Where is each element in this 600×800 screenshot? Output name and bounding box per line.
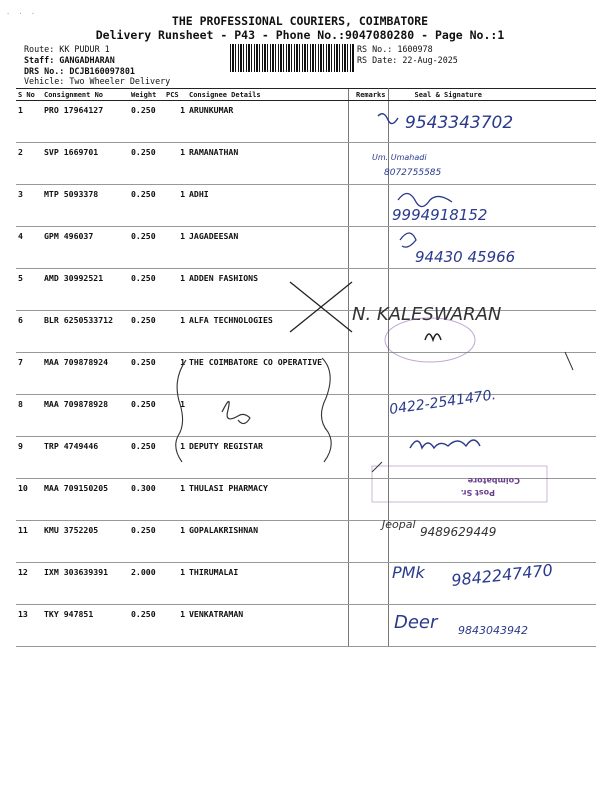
cell-consignment: KMU 3752205 xyxy=(42,521,129,563)
cell-sno: 5 xyxy=(16,269,42,311)
col-header-weight: Weight xyxy=(129,89,164,101)
row13-phone-handwritten: 9843043942 xyxy=(458,624,528,637)
cell-consignment: MAA 709878924 xyxy=(42,353,129,395)
table-row xyxy=(16,311,596,353)
table-row xyxy=(16,479,596,521)
row8-phone-handwritten: 0422-2541470. xyxy=(388,387,497,418)
cell-signature xyxy=(388,605,596,647)
cell-sno: 7 xyxy=(16,353,42,395)
runsheet-subtitle: Delivery Runsheet - P43 - Phone No.:9047080280 - Page No.:1 xyxy=(95,28,505,42)
col-header-remarks: Remarks xyxy=(348,89,388,101)
cell-consignee: RAMANATHAN xyxy=(187,143,348,185)
cell-consignment: TRP 4749446 xyxy=(42,437,129,479)
table-row xyxy=(16,353,596,395)
cell-pcs: 1 xyxy=(164,437,187,479)
cell-remarks xyxy=(348,395,388,437)
cell-consignment: SVP 1669701 xyxy=(42,143,129,185)
cell-sno: 8 xyxy=(16,395,42,437)
row12-phone-handwritten: 9842247470 xyxy=(450,560,554,590)
cell-weight: 0.250 xyxy=(129,353,164,395)
cell-sno: 2 xyxy=(16,143,42,185)
cell-consignment: BLR 6250533712 xyxy=(42,311,129,353)
cell-remarks xyxy=(348,311,388,353)
cell-remarks xyxy=(348,269,388,311)
cell-consignee xyxy=(187,395,348,437)
cell-pcs: 1 xyxy=(164,143,187,185)
cell-pcs: 1 xyxy=(164,605,187,647)
table-row xyxy=(16,563,596,605)
cell-weight: 0.250 xyxy=(129,605,164,647)
cell-weight: 0.250 xyxy=(129,143,164,185)
cell-consignment: IXM 303639391 xyxy=(42,563,129,605)
rs-number: RS No.: 1600978 xyxy=(357,44,433,54)
cell-pcs: 1 xyxy=(164,311,187,353)
cell-remarks xyxy=(348,143,388,185)
cell-signature xyxy=(388,479,596,521)
row3-phone-handwritten: 9994918152 xyxy=(392,206,488,224)
col-header-consignment: Consignment No xyxy=(42,89,129,101)
cell-pcs: 1 xyxy=(164,101,187,143)
cell-sno: 11 xyxy=(16,521,42,563)
cell-remarks xyxy=(348,605,388,647)
cell-sno: 3 xyxy=(16,185,42,227)
cell-signature xyxy=(388,395,596,437)
cell-signature xyxy=(388,353,596,395)
cell-pcs: 1 xyxy=(164,353,187,395)
cell-remarks xyxy=(348,479,388,521)
cell-weight: 0.250 xyxy=(129,395,164,437)
cell-signature xyxy=(388,563,596,605)
cell-consignee: VENKATRAMAN xyxy=(187,605,348,647)
cell-signature xyxy=(388,185,596,227)
cell-consignee: ALFA TECHNOLOGIES xyxy=(187,311,348,353)
cell-pcs: 1 xyxy=(164,227,187,269)
cell-signature xyxy=(388,311,596,353)
cell-pcs: 1 xyxy=(164,395,187,437)
cell-sno: 13 xyxy=(16,605,42,647)
cell-consignee: THIRUMALAI xyxy=(187,563,348,605)
cell-pcs: 1 xyxy=(164,563,187,605)
cell-weight: 0.250 xyxy=(129,101,164,143)
row4-phone-handwritten: 94430 45966 xyxy=(415,248,516,266)
table-row xyxy=(16,605,596,647)
company-title: THE PROFESSIONAL COURIERS, COIMBATORE xyxy=(171,14,429,28)
cell-consignment: MTP 5093378 xyxy=(42,185,129,227)
cell-signature xyxy=(388,227,596,269)
cell-consignment: MAA 709878928 xyxy=(42,395,129,437)
cell-signature xyxy=(388,437,596,479)
cell-signature xyxy=(388,521,596,563)
table-row xyxy=(16,101,596,143)
cell-consignment: AMD 30992521 xyxy=(42,269,129,311)
vehicle-label: Vehicle: Two Wheeler Delivery xyxy=(24,76,171,86)
cell-signature xyxy=(388,101,596,143)
cell-sno: 4 xyxy=(16,227,42,269)
cell-signature xyxy=(388,143,596,185)
cell-weight: 0.300 xyxy=(129,479,164,521)
cell-sno: 12 xyxy=(16,563,42,605)
row1-phone-handwritten: 9543343702 xyxy=(405,113,514,133)
row6-name-handwritten: N. KALESWARAN xyxy=(352,304,502,325)
cell-remarks xyxy=(348,227,388,269)
row11-phone-handwritten: 9489629449 xyxy=(420,525,497,539)
cell-weight: 2.000 xyxy=(129,563,164,605)
table-row xyxy=(16,143,596,185)
cell-consignment: MAA 709150205 xyxy=(42,479,129,521)
cell-weight: 0.250 xyxy=(129,269,164,311)
route-label: Route: KK PUDUR 1 xyxy=(24,44,110,54)
stamp-line-2: Post Sr. xyxy=(460,488,495,497)
cell-remarks xyxy=(348,185,388,227)
cell-consignment: GPM 496037 xyxy=(42,227,129,269)
row12-name-handwritten: PMk xyxy=(392,563,425,582)
cell-sno: 9 xyxy=(16,437,42,479)
cell-pcs: 1 xyxy=(164,269,187,311)
cell-consignment: PRO 17964127 xyxy=(42,101,129,143)
table-row xyxy=(16,395,596,437)
cell-weight: 0.250 xyxy=(129,521,164,563)
cell-remarks xyxy=(348,437,388,479)
cell-remarks xyxy=(348,101,388,143)
staff-label: Staff: GANGADHARAN xyxy=(24,55,115,65)
row2-name-handwritten: Um. Umahadi xyxy=(372,153,427,162)
cell-consignee: ADHI xyxy=(187,185,348,227)
cell-weight: 0.250 xyxy=(129,311,164,353)
col-header-sno: S No xyxy=(16,89,42,101)
col-header-consignee: Consignee Details xyxy=(187,89,348,101)
cell-consignee: DEPUTY REGISTAR xyxy=(187,437,348,479)
row2-phone-handwritten: 8072755585 xyxy=(384,168,442,178)
cell-weight: 0.250 xyxy=(129,185,164,227)
drs-label: DRS No.: DCJB160097801 xyxy=(24,66,135,76)
runsheet-table xyxy=(16,88,596,647)
rs-date: RS Date: 22-Aug-2025 xyxy=(357,55,458,65)
cell-consignee: THE COIMBATORE CO OPERATIVE xyxy=(187,353,348,395)
cell-consignee: ARUNKUMAR xyxy=(187,101,348,143)
cell-pcs: 1 xyxy=(164,521,187,563)
row13-name-handwritten: Deer xyxy=(394,612,438,633)
table-row xyxy=(16,521,596,563)
cell-signature xyxy=(388,269,596,311)
cell-consignee: ADDEN FASHIONS xyxy=(187,269,348,311)
cell-pcs: 1 xyxy=(164,185,187,227)
row11-name-handwritten: Jeopal xyxy=(382,518,416,531)
cell-sno: 6 xyxy=(16,311,42,353)
barcode-image xyxy=(230,44,354,72)
cell-weight: 0.250 xyxy=(129,227,164,269)
cell-sno: 10 xyxy=(16,479,42,521)
col-header-pcs: PCS xyxy=(164,89,187,101)
stamp-line-1: Coimbatore xyxy=(467,476,520,485)
cell-sno: 1 xyxy=(16,101,42,143)
table-row xyxy=(16,185,596,227)
scan-speck: · · · xyxy=(6,10,38,18)
cell-remarks xyxy=(348,563,388,605)
cell-remarks xyxy=(348,353,388,395)
cell-consignee: THULASI PHARMACY xyxy=(187,479,348,521)
cell-consignee: GOPALAKRISHNAN xyxy=(187,521,348,563)
cell-weight: 0.250 xyxy=(129,437,164,479)
table-row xyxy=(16,437,596,479)
cell-remarks xyxy=(348,521,388,563)
cell-consignee: JAGADEESAN xyxy=(187,227,348,269)
table-row xyxy=(16,269,596,311)
col-header-signature: Seal & Signature xyxy=(388,89,596,101)
table-row xyxy=(16,227,596,269)
cell-consignment: TKY 947851 xyxy=(42,605,129,647)
cell-pcs: 1 xyxy=(164,479,187,521)
table-header-row xyxy=(16,89,596,101)
